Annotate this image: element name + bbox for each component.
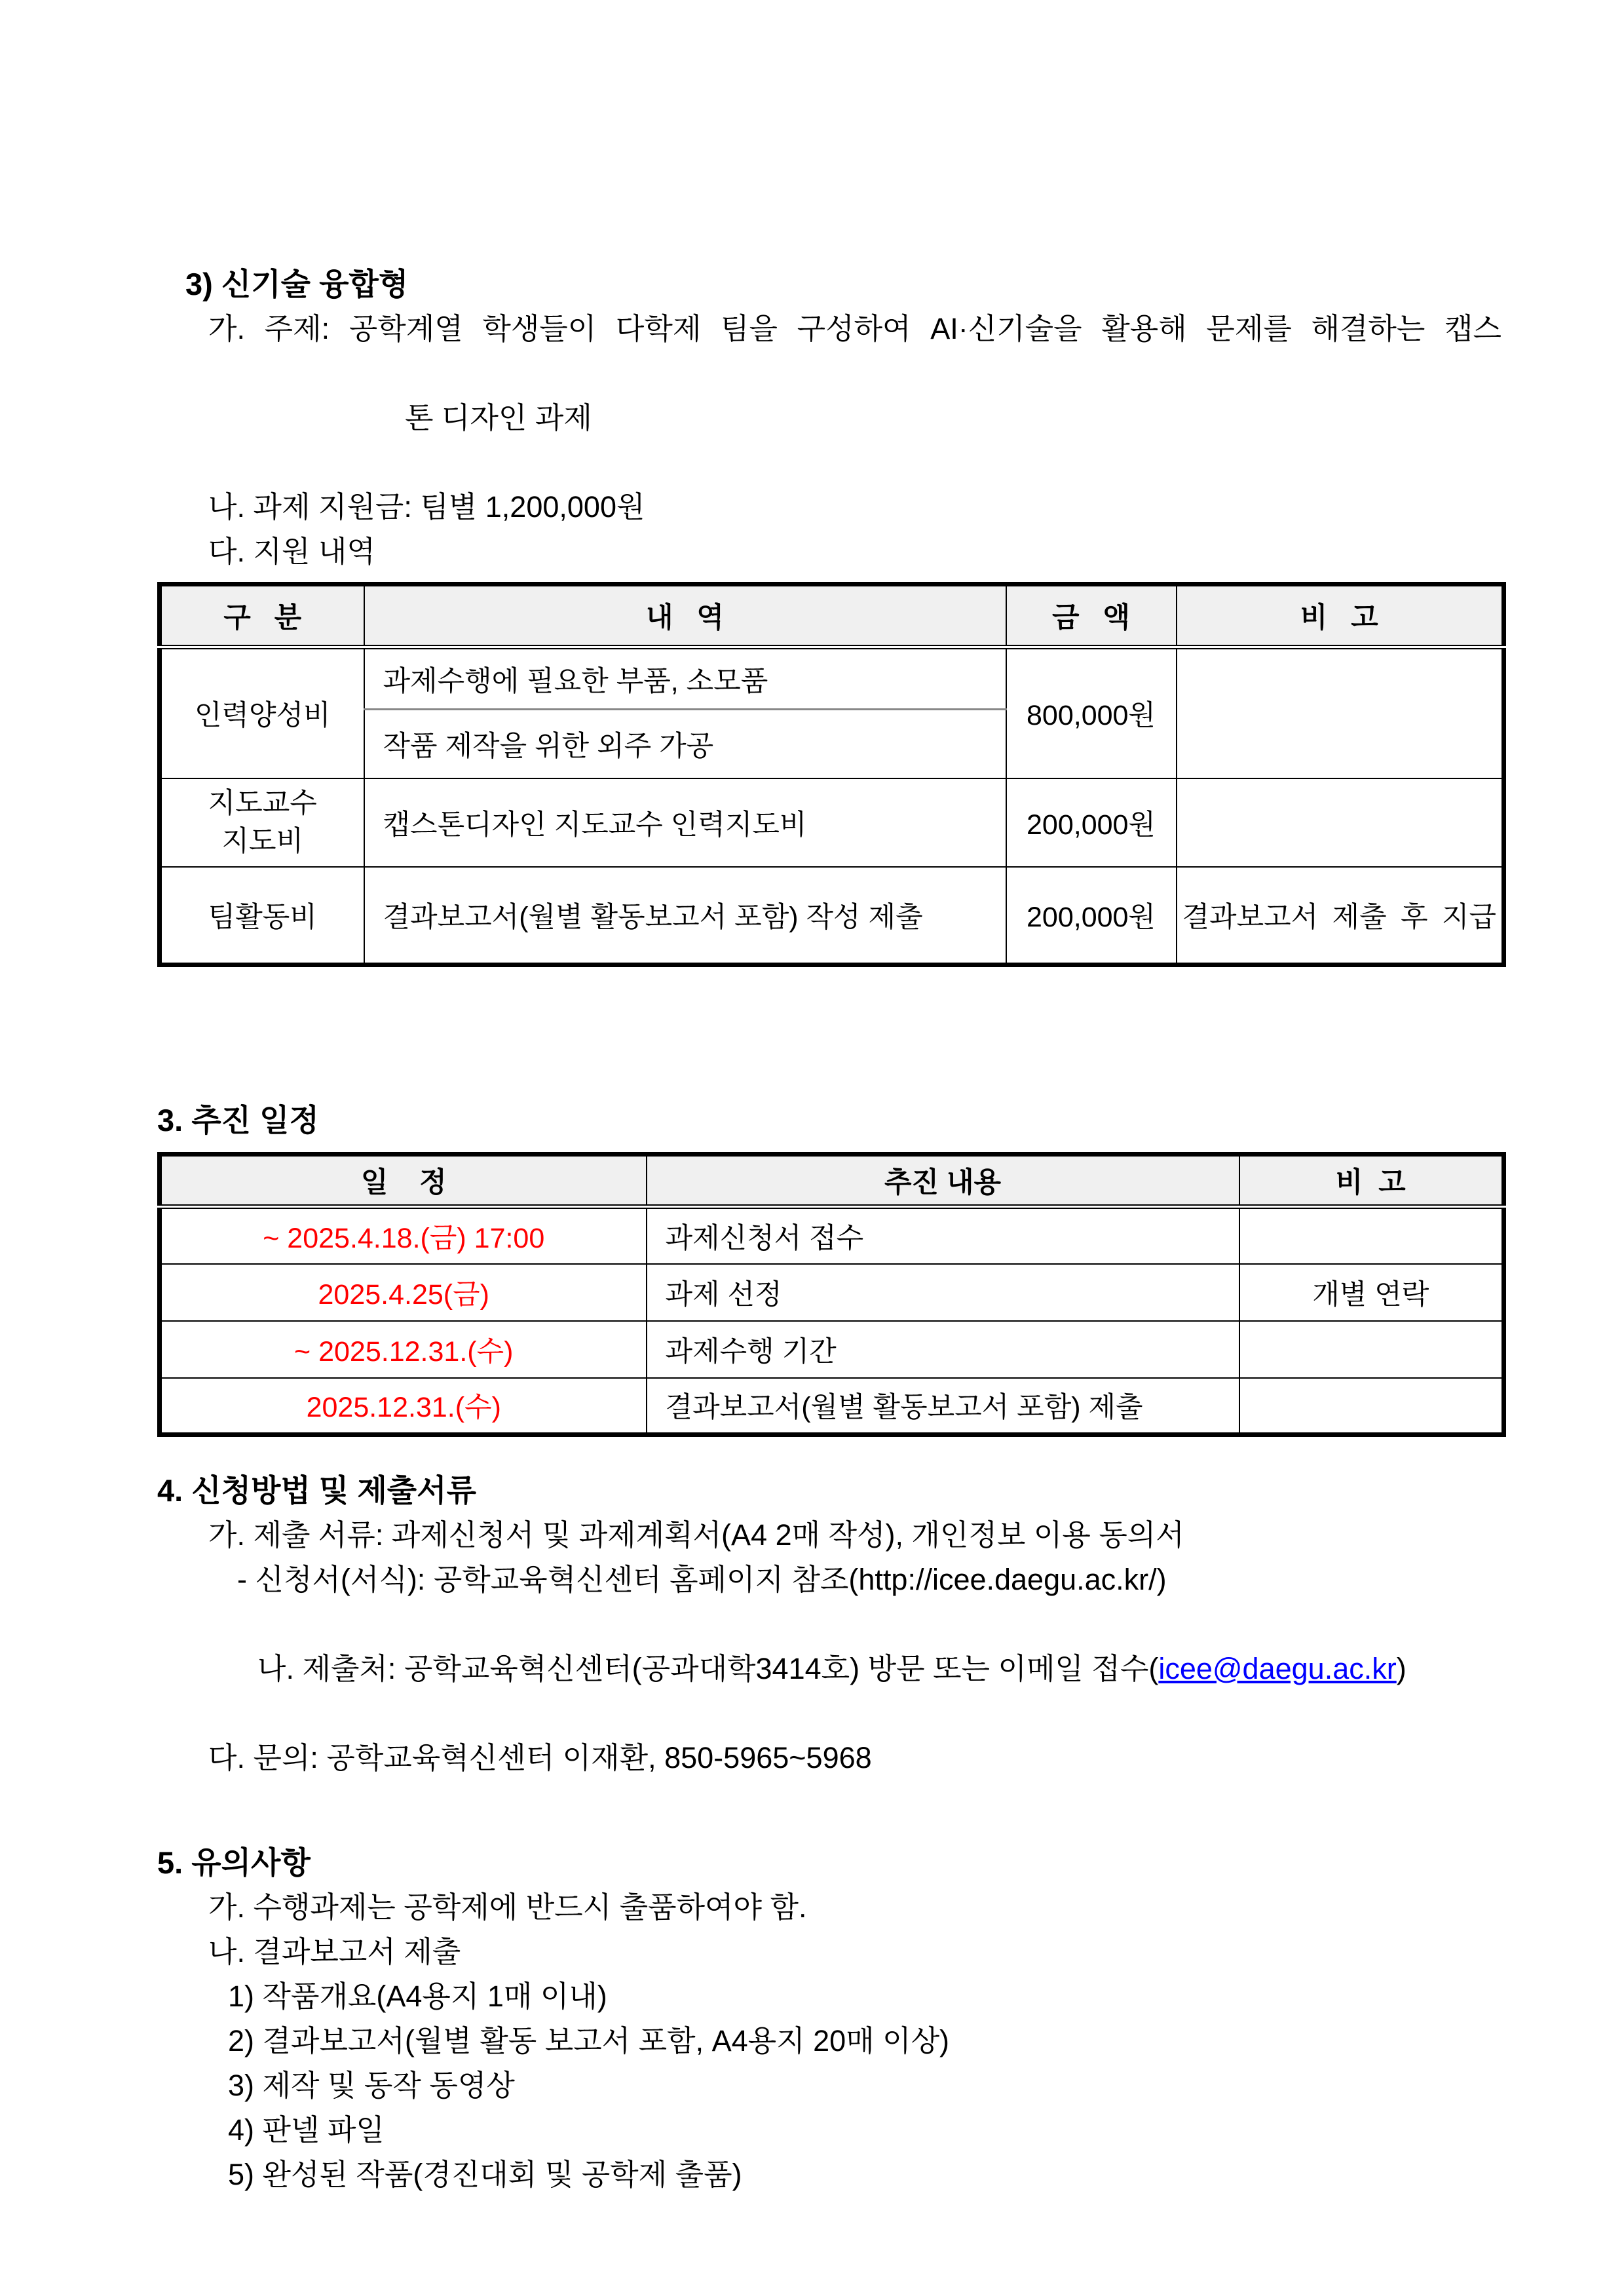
email-link[interactable]: icee@daegu.ac.kr [1158,1652,1397,1685]
schedule-row-2-note: 개별 연락 [1239,1264,1504,1321]
budget-header-amount: 금 액 [1006,584,1177,647]
notes-item-5: 5) 완성된 작품(경진대회 및 공학제 출품) [228,2158,742,2191]
budget-hr-amount: 800,000원 [1006,647,1177,778]
budget-team-detail: 결과보고서(월별 활동보고서 포함) 작성 제출 [364,867,1006,965]
schedule-row-4-date: 2025.12.31.(수) [160,1378,647,1435]
newtech-subject-line1: 가. 주제: 공학계열 학생들이 다학제 팀을 구성하여 AI·신기술을 활용해 문제를 해결하는 캡스 [208,312,1501,345]
budget-hr-detail1: 과제수행에 필요한 부품, 소모품 [364,647,1006,710]
schedule-row-2-date: 2025.4.25(금) [160,1264,647,1321]
notes-item-3: 3) 제작 및 동작 동영상 [228,2069,515,2102]
budget-row-team [160,867,1504,965]
budget-prof-category [160,778,364,867]
apply-submit-line [208,1602,1501,1736]
newtech-support-line: 다. 지원 내역 [208,535,375,568]
schedule-row-4 [160,1378,1504,1435]
apply-heading: 4. 신청방법 및 제출서류 [157,1473,476,1508]
apply-contact-line: 다. 문의: 공학교육혁신센터 이재환, 850-5965~5968 [208,1741,872,1774]
schedule-table [157,1152,1506,1437]
schedule-row-3-content: 과제수행 기간 [647,1321,1239,1378]
budget-prof-category-line1: 지도교수 [208,788,317,819]
budget-header-row [160,584,1504,647]
apply-submit-prefix: 나. 제출처: 공학교육혁신센터(공과대학3414호) 방문 또는 이메일 접수( [257,1652,1159,1685]
apply-documents-line: 가. 제출 서류: 과제신청서 및 과제계획서(A4 2매 작성), 개인정보 이용 동의서 [208,1518,1184,1552]
schedule-row-2-content: 과제 선정 [647,1264,1239,1321]
notes-item-1: 1) 작품개요(A4용지 1매 이내) [228,1980,607,2013]
schedule-header-content: 추진 내용 [647,1155,1239,1207]
schedule-row-3 [160,1321,1504,1378]
schedule-row-1-date: ~ 2025.4.18.(금) 17:00 [160,1207,647,1264]
notes-item-4: 4) 판넬 파일 [228,2113,385,2147]
notes-heading: 5. 유의사항 [157,1845,311,1880]
budget-header-note: 비 고 [1177,584,1504,647]
budget-table [157,582,1506,967]
budget-prof-amount: 200,000원 [1006,778,1177,867]
schedule-row-4-content: 결과보고서(월별 활동보고서 포함) 제출 [647,1378,1239,1435]
budget-team-note: 결과보고서 제출 후 지급 [1177,867,1504,965]
notes-exhibit-line: 가. 수행과제는 공학제에 반드시 출품하여야 함. [208,1890,807,1924]
budget-team-amount: 200,000원 [1006,867,1177,965]
budget-header-detail: 내 역 [364,584,1006,647]
budget-header-category: 구 분 [160,584,364,647]
budget-hr-note [1177,647,1504,778]
newtech-grant-line: 나. 과제 지원금: 팀별 1,200,000원 [208,490,645,524]
schedule-heading: 3. 추진 일정 [157,1103,319,1138]
budget-row-hr-1 [160,647,1504,710]
budget-prof-note [1177,778,1504,867]
newtech-subject-line2: 톤 디자인 과제 [405,401,592,434]
newtech-heading: 3) 신기술 융합형 [185,267,409,301]
budget-prof-category-line2: 지도비 [221,826,304,857]
schedule-header-note: 비 고 [1239,1155,1504,1207]
budget-prof-detail: 캡스톤디자인 지도교수 인력지도비 [364,778,1006,867]
apply-form-line: - 신청서(서식): 공학교육혁신센터 홈페이지 참조(http://icee.daegu.ac.kr/) [237,1563,1167,1596]
schedule-row-1-note [1239,1207,1504,1264]
schedule-row-1-content: 과제신청서 접수 [647,1207,1239,1264]
notes-item-2: 2) 결과보고서(월별 활동 보고서 포함, A4용지 20매 이상) [228,2024,950,2057]
schedule-header-row [160,1155,1504,1207]
schedule-row-3-note [1239,1321,1504,1378]
apply-submit-suffix: ) [1396,1652,1407,1685]
schedule-row-4-note [1239,1378,1504,1435]
schedule-row-2 [160,1264,1504,1321]
budget-row-prof [160,778,1504,867]
schedule-header-date: 일 정 [160,1155,647,1207]
schedule-row-3-date: ~ 2025.12.31.(수) [160,1321,647,1378]
budget-hr-detail2: 작품 제작을 위한 외주 가공 [364,710,1006,778]
notes-report-line: 나. 결과보고서 제출 [208,1935,461,1968]
budget-hr-category: 인력양성비 [160,647,364,778]
budget-team-category: 팀활동비 [160,867,364,965]
schedule-row-1 [160,1207,1504,1264]
